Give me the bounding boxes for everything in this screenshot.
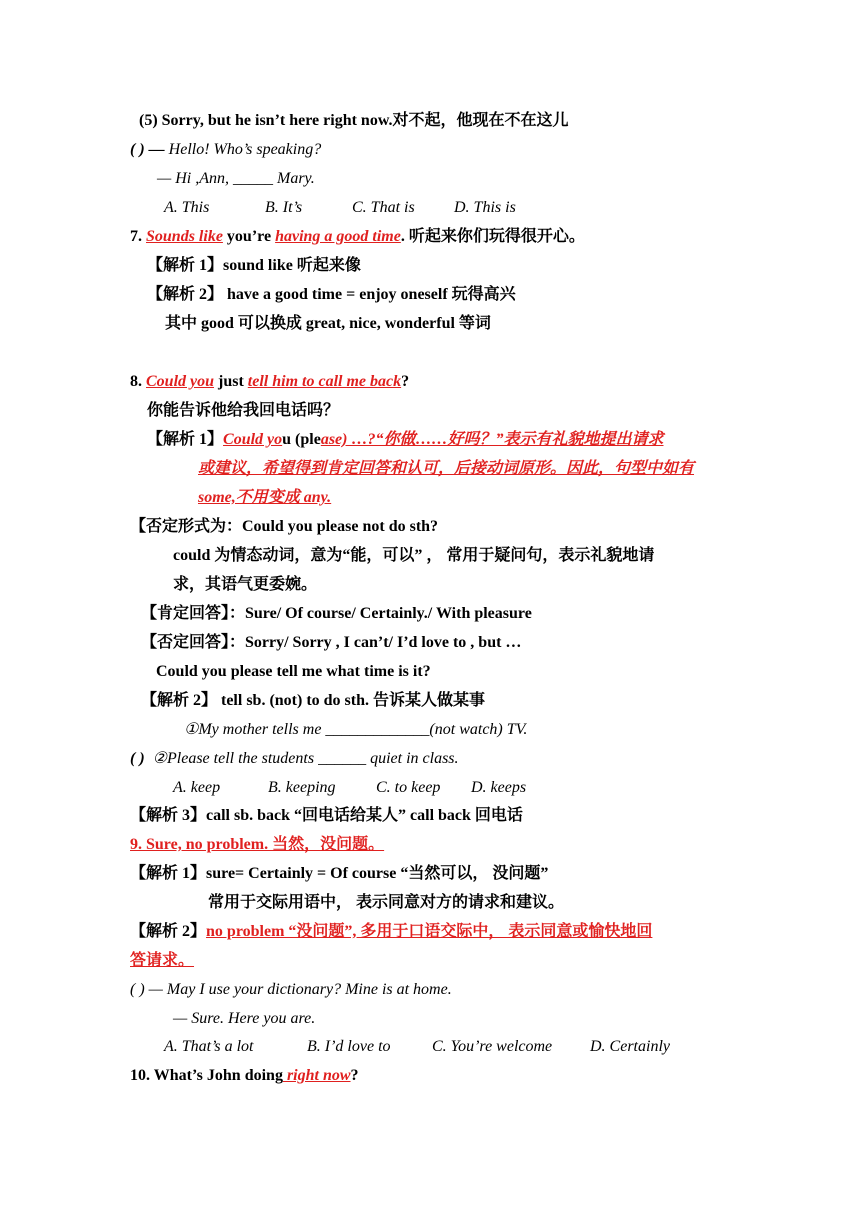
highlight-phrase: no problem “没问题”, 多用于口语交际中， 表示同意或愉快地回 — [206, 923, 653, 940]
could-explanation: could 为情态动词，意为“能，可以” ， 常用于疑问句，表示礼貌地请 — [173, 547, 655, 564]
highlight-phrase: Could yo — [223, 431, 283, 448]
example-sentence: Could you please tell me what time is it? — [156, 663, 431, 680]
highlight-phrase: ase) …?“你做……好吗？”表示有礼貌地提出请求 — [320, 431, 664, 448]
plain-text: . 听起来你们玩得很开心。 — [400, 228, 585, 245]
item-8-heading — [130, 371, 409, 393]
exercise-fill-blank: ①My mother tells me _____________(not watch) TV. — [184, 721, 528, 738]
plain-text: 10. What’s John doing — [130, 1067, 283, 1084]
highlight-phrase: Could you — [146, 373, 215, 390]
option-c: C. You’re welcome — [432, 1038, 553, 1055]
analysis-9-2-cont: 答请求。 — [130, 952, 195, 969]
plain-text: you’re — [222, 228, 276, 245]
analysis-label: 【解析 1】 — [147, 431, 224, 448]
could-explanation-cont: 求，其语气更委婉。 — [173, 576, 318, 593]
plain-text: u (ple — [282, 431, 321, 448]
highlight-phrase: right now — [282, 1067, 351, 1084]
answer-blank: ( ) — [130, 750, 145, 767]
option-b: B. It’s — [265, 199, 303, 216]
option-d: D. keeps — [471, 779, 527, 796]
item-10-heading — [130, 1065, 359, 1087]
option-b: B. I’d love to — [307, 1038, 391, 1055]
option-a: A. That’s a lot — [164, 1038, 254, 1055]
analysis-8-1-cont: 或建议，希望得到肯定回答和认可，后接动词原形。因此，句型中如有 — [198, 460, 695, 477]
analysis-9-1-cont: 常用于交际用语中， 表示同意对方的请求和建议。 — [208, 894, 565, 911]
option-a: A. keep — [173, 779, 221, 796]
question-text: ②Please tell the students ______ quiet in class. — [152, 750, 459, 767]
exercise-question-2 — [130, 748, 459, 770]
option-d: D. This is — [454, 199, 516, 216]
negative-answers: 【否定回答】：Sorry/ Sorry , I can’t/ I’d love to , but … — [141, 634, 522, 651]
analysis-8-3: 【解析 3】call sb. back “回电话给某人” call back 回电话 — [130, 807, 523, 824]
plain-text: ? — [350, 1067, 359, 1084]
option-b: B. keeping — [268, 779, 336, 796]
exercise-question-1 — [130, 139, 321, 161]
exercise-question-3: ( ) — May I use your dictionary? Mine is at home. — [130, 981, 452, 998]
positive-answers: 【肯定回答】：Sure/ Of course/ Certainly./ With pleasure — [141, 605, 532, 622]
highlight-phrase: tell him to call me back — [247, 373, 402, 390]
analysis-7-2: 【解析 2】 have a good time = enjoy oneself 玩得高兴 — [147, 286, 516, 303]
negative-form: 【否定形式为：Could you please not do sth? — [130, 518, 439, 535]
analysis-8-2: 【解析 2】 tell sb. (not) to do sth. 告诉某人做某事 — [141, 692, 486, 709]
answer-blank: ( ) — — [130, 141, 169, 158]
highlight-phrase: having a good time — [275, 228, 401, 245]
item-9-heading: 9. Sure, no problem. 当然，没问题。 — [130, 836, 385, 853]
plain-text: ? — [401, 373, 410, 390]
analysis-9-1: 【解析 1】sure= Certainly = Of course “当然可以， 没问题” — [130, 865, 549, 882]
question-text: Hello! Who’s speaking? — [168, 141, 322, 158]
example-sentence-5: (5) Sorry, but he isn’t here right now.对不起，他现在不在这儿 — [139, 112, 569, 129]
item-8-translation: 你能告诉他给我回电话吗？ — [147, 402, 340, 419]
option-c: C. That is — [352, 199, 415, 216]
option-c: C. to keep — [376, 779, 441, 796]
exercise-response-3: — Sure. Here you are. — [173, 1010, 316, 1027]
analysis-label: 【解析 2】 — [130, 923, 207, 940]
exercise-response-1: — Hi ,Ann, _____ Mary. — [157, 170, 315, 187]
analysis-7-note: 其中 good 可以换成 great, nice, wonderful 等词 — [165, 315, 491, 332]
highlight-phrase: Sounds like — [146, 228, 223, 245]
option-d: D. Certainly — [590, 1038, 670, 1055]
item-number: 8. — [130, 373, 146, 390]
item-number: 7. — [130, 228, 146, 245]
option-a: A. This — [164, 199, 210, 216]
analysis-8-1 — [147, 429, 663, 451]
item-7-heading — [130, 226, 585, 248]
analysis-9-2 — [130, 921, 652, 943]
analysis-7-1: 【解析 1】sound like 听起来像 — [147, 257, 361, 274]
analysis-8-1-cont: some,不用变成 any. — [198, 489, 332, 506]
plain-text: just — [214, 373, 248, 390]
